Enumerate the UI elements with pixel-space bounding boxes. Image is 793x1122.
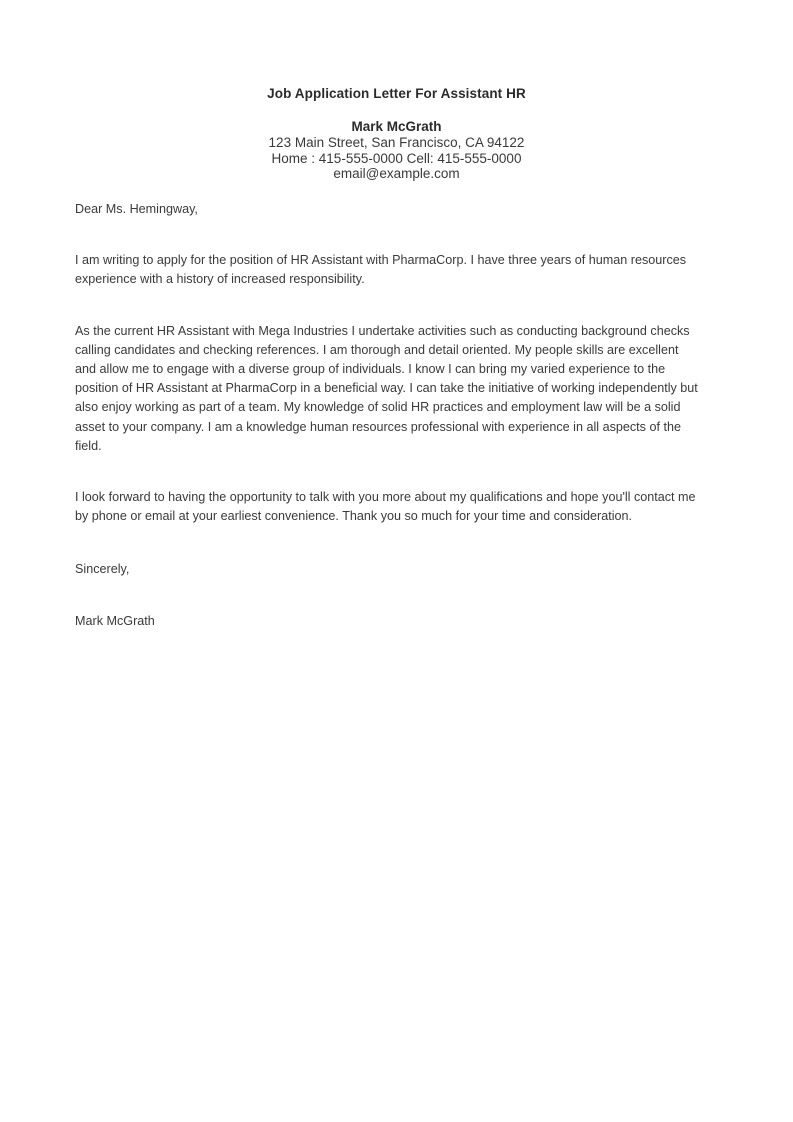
salutation: Dear Ms. Hemingway, bbox=[75, 202, 198, 216]
body-paragraph-2: As the current HR Assistant with Mega Industries I undertake activities such as conducting background checks calling candidates and checking references. I am thorough and detail oriented. My people skills are excellent and allow me to engage with a diverse group of individuals. I know I can bring my varied experience to the position of HR Assistant at PharmaCorp in a beneficial way. I can take the initiative of working independently but also enjoy working as part of a team. My knowledge of solid HR practices and employment law will be a solid asset to your company. I am a knowledge human resources professional with experience in all aspects of the field. bbox=[75, 323, 698, 453]
sender-email: email@example.com bbox=[333, 166, 460, 181]
sender-address: 123 Main Street, San Francisco, CA 94122 bbox=[268, 135, 525, 150]
body-paragraph-3: I look forward to having the opportunity to talk with you more about my qualifications and hope you'll contact me by phone or email at your earliest convenience. Thank you so much for your time and consideration. bbox=[75, 490, 696, 524]
sender-phone-numbers: Home : 415-555-0000 Cell: 415-555-0000 bbox=[271, 150, 522, 166]
letter-body bbox=[75, 200, 701, 631]
sender-name: Mark McGrath bbox=[351, 119, 442, 134]
body-paragraph-1: I am writing to apply for the position of HR Assistant with PharmaCorp. I have three years of human resources experience with a history of increased responsibility. bbox=[75, 253, 687, 287]
signature-name: Mark McGrath bbox=[75, 613, 155, 628]
letterhead bbox=[0, 86, 793, 182]
page-title: Job Application Letter For Assistant HR bbox=[267, 86, 526, 101]
closing-salutation: Sincerely, bbox=[75, 562, 130, 577]
